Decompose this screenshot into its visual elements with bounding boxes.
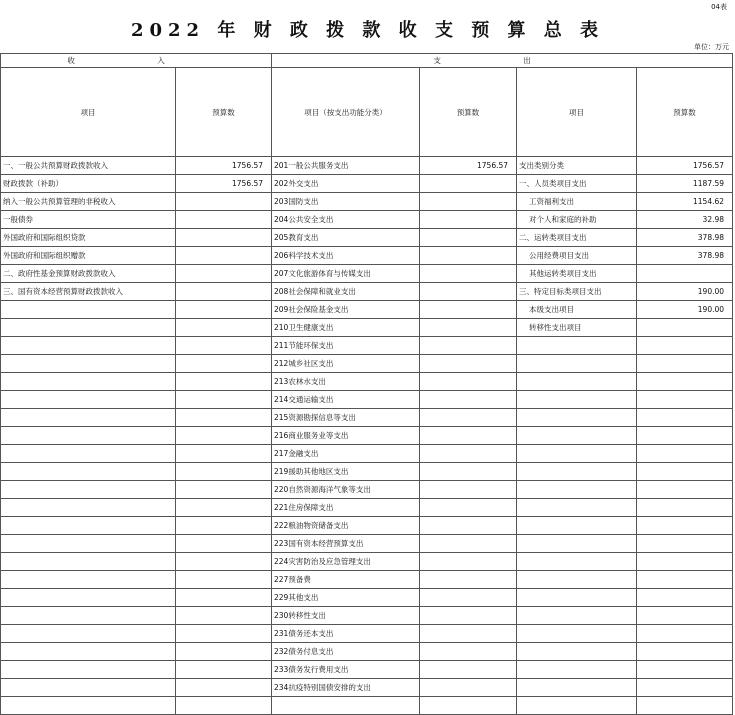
- expense-func-item-cell: 230转移性支出: [272, 607, 420, 625]
- expense-econ-item-cell: [517, 607, 637, 625]
- expense-func-item-cell: 215资源勘探信息等支出: [272, 409, 420, 427]
- table-row: [1, 607, 733, 625]
- expense-econ-amount-cell: [637, 481, 733, 499]
- expense-econ-amount-cell: [637, 409, 733, 427]
- income-amount-cell: [176, 211, 272, 229]
- income-amount-cell: [176, 247, 272, 265]
- income-amount-cell: [176, 445, 272, 463]
- expense-econ-item-cell: [517, 535, 637, 553]
- expense-func-item-cell: 209社会保险基金支出: [272, 301, 420, 319]
- table-row: [1, 409, 733, 427]
- expense-func-item-cell: 223国有资本经营预算支出: [272, 535, 420, 553]
- expense-econ-amount-cell: [637, 427, 733, 445]
- income-amount-cell: [176, 301, 272, 319]
- income-amount-cell: [176, 283, 272, 301]
- expense-func-item-cell: 205教育支出: [272, 229, 420, 247]
- table-row: [1, 427, 733, 445]
- expense-func-item-cell: 210卫生健康支出: [272, 319, 420, 337]
- expense-econ-amount-cell: 1756.57: [637, 157, 733, 175]
- income-amount-cell: [176, 481, 272, 499]
- expense-func-item-cell: 206科学技术支出: [272, 247, 420, 265]
- table-row: [1, 553, 733, 571]
- income-item-cell: [1, 589, 176, 607]
- expense-econ-item-cell: 二、运转类项目支出: [517, 229, 637, 247]
- expense-econ-amount-cell: 1154.62: [637, 193, 733, 211]
- income-amount-cell: [176, 229, 272, 247]
- income-amount-cell: [176, 607, 272, 625]
- income-item-cell: [1, 391, 176, 409]
- expense-econ-budget-header: 预算数: [637, 68, 733, 157]
- expense-func-amount-cell: [420, 427, 517, 445]
- expense-econ-amount-cell: [637, 607, 733, 625]
- expense-func-amount-cell: [420, 625, 517, 643]
- expense-econ-amount-cell: [637, 625, 733, 643]
- expense-econ-amount-cell: 32.98: [637, 211, 733, 229]
- expense-econ-amount-cell: [637, 319, 733, 337]
- income-item-cell: [1, 535, 176, 553]
- expense-func-amount-cell: [420, 175, 517, 193]
- income-item-cell: [1, 445, 176, 463]
- expense-econ-item-cell: [517, 625, 637, 643]
- expense-func-amount-cell: [420, 571, 517, 589]
- expense-func-amount-cell: [420, 535, 517, 553]
- table-row: [1, 337, 733, 355]
- expense-func-item-cell: 219援助其他地区支出: [272, 463, 420, 481]
- expense-func-item-cell: 211节能环保支出: [272, 337, 420, 355]
- expense-func-item-cell: 217金融支出: [272, 445, 420, 463]
- expense-econ-amount-cell: [637, 337, 733, 355]
- expense-econ-item-cell: 一、人员类项目支出: [517, 175, 637, 193]
- expense-econ-item-cell: [517, 571, 637, 589]
- expense-econ-item-cell: [517, 697, 637, 715]
- table-row: [1, 193, 733, 211]
- income-amount-cell: [176, 643, 272, 661]
- expense-econ-amount-cell: 190.00: [637, 301, 733, 319]
- expense-func-amount-cell: [420, 211, 517, 229]
- income-item-cell: [1, 553, 176, 571]
- table-row: [1, 679, 733, 697]
- income-amount-cell: [176, 589, 272, 607]
- expense-func-item-cell: 232债务付息支出: [272, 643, 420, 661]
- table-row: [1, 355, 733, 373]
- income-amount-cell: [176, 265, 272, 283]
- table-row: [1, 229, 733, 247]
- expense-econ-item-cell: 转移性支出项目: [517, 319, 637, 337]
- table-row: [1, 157, 733, 175]
- expense-econ-amount-cell: [637, 697, 733, 715]
- expense-func-item-cell: 227预备费: [272, 571, 420, 589]
- expense-func-amount-cell: 1756.57: [420, 157, 517, 175]
- income-item-cell: [1, 517, 176, 535]
- table-row: [1, 373, 733, 391]
- expense-econ-item-cell: [517, 373, 637, 391]
- table-row: [1, 301, 733, 319]
- expense-econ-item-cell: [517, 445, 637, 463]
- expense-func-amount-cell: [420, 283, 517, 301]
- expense-func-amount-cell: [420, 409, 517, 427]
- expense-func-item-cell: 234抗疫特别国债安排的支出: [272, 679, 420, 697]
- table-row: [1, 391, 733, 409]
- expense-econ-amount-cell: 1187.59: [637, 175, 733, 193]
- income-item-cell: [1, 481, 176, 499]
- expense-func-amount-cell: [420, 193, 517, 211]
- expense-func-item-cell: [272, 697, 420, 715]
- expense-func-amount-cell: [420, 391, 517, 409]
- income-item-cell: 外国政府和国际组织赠款: [1, 247, 176, 265]
- expense-section-header: 支 出: [272, 54, 733, 68]
- expense-econ-amount-cell: [637, 553, 733, 571]
- income-item-cell: [1, 373, 176, 391]
- expense-econ-item-cell: [517, 481, 637, 499]
- income-budget-header: 预算数: [176, 68, 272, 157]
- income-item-cell: 纳入一般公共预算管理的非税收入: [1, 193, 176, 211]
- expense-func-amount-cell: [420, 265, 517, 283]
- expense-func-amount-cell: [420, 463, 517, 481]
- income-item-cell: [1, 319, 176, 337]
- expense-econ-item-cell: [517, 355, 637, 373]
- budget-table: [0, 53, 733, 715]
- income-item-cell: [1, 571, 176, 589]
- income-item-cell: [1, 661, 176, 679]
- expense-econ-item-cell: [517, 499, 637, 517]
- expense-func-item-cell: 214交通运输支出: [272, 391, 420, 409]
- income-item-cell: [1, 409, 176, 427]
- expense-econ-item-cell: 公用经费项目支出: [517, 247, 637, 265]
- expense-func-item-cell: 213农林水支出: [272, 373, 420, 391]
- table-row: [1, 535, 733, 553]
- income-item-cell: 二、政府性基金预算财政拨款收入: [1, 265, 176, 283]
- expense-func-item-cell: 233债务发行费用支出: [272, 661, 420, 679]
- income-amount-cell: [176, 319, 272, 337]
- table-row: [1, 517, 733, 535]
- expense-func-amount-cell: [420, 373, 517, 391]
- income-amount-cell: [176, 409, 272, 427]
- table-row: [1, 661, 733, 679]
- table-row: [1, 589, 733, 607]
- income-item-cell: [1, 499, 176, 517]
- expense-func-amount-cell: [420, 697, 517, 715]
- expense-econ-item-cell: [517, 409, 637, 427]
- table-row: [1, 571, 733, 589]
- expense-econ-amount-cell: [637, 571, 733, 589]
- expense-func-item-cell: 203国防支出: [272, 193, 420, 211]
- expense-econ-amount-cell: 190.00: [637, 283, 733, 301]
- income-item-cell: [1, 337, 176, 355]
- page-title: 2022 年 财 政 拨 款 收 支 预 算 总 表: [130, 20, 605, 41]
- income-amount-cell: [176, 463, 272, 481]
- unit-label: 单位：万元: [694, 43, 729, 51]
- income-item-cell: 外国政府和国际组织贷款: [1, 229, 176, 247]
- expense-func-amount-cell: [420, 481, 517, 499]
- sheet-code: 04表: [711, 3, 727, 11]
- income-item-cell: [1, 427, 176, 445]
- expense-func-amount-cell: [420, 445, 517, 463]
- income-amount-cell: [176, 355, 272, 373]
- income-amount-cell: [176, 625, 272, 643]
- expense-func-item-cell: 231债务还本支出: [272, 625, 420, 643]
- expense-func-item-cell: 208社会保障和就业支出: [272, 283, 420, 301]
- expense-econ-item-cell: 工资福利支出: [517, 193, 637, 211]
- expense-econ-item-cell: [517, 391, 637, 409]
- expense-econ-item-cell: [517, 517, 637, 535]
- table-row: [1, 697, 733, 715]
- table-row: [1, 463, 733, 481]
- expense-econ-item-cell: [517, 643, 637, 661]
- income-amount-cell: [176, 697, 272, 715]
- income-item-cell: [1, 679, 176, 697]
- table-row: [1, 247, 733, 265]
- expense-econ-item-cell: [517, 679, 637, 697]
- income-item-cell: [1, 355, 176, 373]
- income-item-cell: 一、一般公共预算财政拨款收入: [1, 157, 176, 175]
- income-amount-cell: 1756.57: [176, 157, 272, 175]
- income-item-cell: 一般债券: [1, 211, 176, 229]
- income-amount-cell: [176, 553, 272, 571]
- expense-econ-amount-cell: [637, 679, 733, 697]
- expense-func-amount-cell: [420, 499, 517, 517]
- expense-func-item-header: 项目（按支出功能分类）: [272, 68, 420, 157]
- income-amount-cell: [176, 571, 272, 589]
- income-amount-cell: [176, 193, 272, 211]
- expense-func-item-cell: 229其他支出: [272, 589, 420, 607]
- income-amount-cell: [176, 499, 272, 517]
- expense-func-item-cell: 202外交支出: [272, 175, 420, 193]
- income-amount-cell: [176, 373, 272, 391]
- expense-func-amount-cell: [420, 553, 517, 571]
- income-item-cell: 三、国有资本经营预算财政拨款收入: [1, 283, 176, 301]
- expense-func-item-cell: 224灾害防治及应急管理支出: [272, 553, 420, 571]
- expense-func-item-cell: 204公共安全支出: [272, 211, 420, 229]
- expense-econ-item-cell: [517, 337, 637, 355]
- expense-econ-item-cell: [517, 463, 637, 481]
- expense-func-item-cell: 222粮油物资储备支出: [272, 517, 420, 535]
- expense-econ-amount-cell: [637, 355, 733, 373]
- income-item-header: 项目: [1, 68, 176, 157]
- table-row: [1, 211, 733, 229]
- expense-func-amount-cell: [420, 679, 517, 697]
- income-item-cell: [1, 607, 176, 625]
- income-item-cell: [1, 697, 176, 715]
- income-amount-cell: [176, 427, 272, 445]
- expense-econ-item-header: 项目: [517, 68, 637, 157]
- expense-econ-amount-cell: [637, 265, 733, 283]
- income-amount-cell: [176, 337, 272, 355]
- expense-func-amount-cell: [420, 319, 517, 337]
- expense-econ-item-cell: [517, 553, 637, 571]
- expense-func-amount-cell: [420, 337, 517, 355]
- expense-func-amount-cell: [420, 301, 517, 319]
- income-item-cell: [1, 463, 176, 481]
- expense-func-item-cell: 212城乡社区支出: [272, 355, 420, 373]
- expense-func-amount-cell: [420, 607, 517, 625]
- expense-econ-item-cell: 对个人和家庭的补助: [517, 211, 637, 229]
- expense-func-amount-cell: [420, 355, 517, 373]
- income-item-cell: [1, 625, 176, 643]
- expense-econ-amount-cell: [637, 391, 733, 409]
- expense-econ-amount-cell: [637, 373, 733, 391]
- expense-econ-item-cell: [517, 589, 637, 607]
- expense-econ-item-cell: [517, 661, 637, 679]
- expense-func-amount-cell: [420, 517, 517, 535]
- table-row: [1, 643, 733, 661]
- income-section-header: 收 入: [1, 54, 272, 68]
- expense-func-item-cell: 207文化旅游体育与传媒支出: [272, 265, 420, 283]
- expense-econ-amount-cell: [637, 499, 733, 517]
- expense-func-item-cell: 216商业服务业等支出: [272, 427, 420, 445]
- expense-func-item-cell: 220自然资源海洋气象等支出: [272, 481, 420, 499]
- income-amount-cell: [176, 535, 272, 553]
- expense-func-amount-cell: [420, 247, 517, 265]
- expense-func-budget-header: 预算数: [420, 68, 517, 157]
- table-row: [1, 481, 733, 499]
- expense-func-amount-cell: [420, 589, 517, 607]
- income-item-cell: [1, 301, 176, 319]
- income-amount-cell: [176, 679, 272, 697]
- table-row: [1, 319, 733, 337]
- expense-econ-item-cell: 其他运转类项目支出: [517, 265, 637, 283]
- expense-econ-amount-cell: 378.98: [637, 247, 733, 265]
- table-row: [1, 445, 733, 463]
- table-row: [1, 175, 733, 193]
- income-amount-cell: [176, 517, 272, 535]
- expense-econ-amount-cell: [637, 445, 733, 463]
- expense-econ-item-cell: 三、特定目标类项目支出: [517, 283, 637, 301]
- expense-econ-item-cell: 支出类别分类: [517, 157, 637, 175]
- expense-econ-amount-cell: [637, 589, 733, 607]
- expense-func-amount-cell: [420, 661, 517, 679]
- income-item-cell: [1, 643, 176, 661]
- expense-func-amount-cell: [420, 643, 517, 661]
- expense-func-amount-cell: [420, 229, 517, 247]
- expense-econ-amount-cell: [637, 463, 733, 481]
- income-amount-cell: 1756.57: [176, 175, 272, 193]
- table-row: [1, 499, 733, 517]
- expense-func-item-cell: 221住房保障支出: [272, 499, 420, 517]
- expense-econ-amount-cell: [637, 643, 733, 661]
- expense-econ-amount-cell: [637, 517, 733, 535]
- expense-econ-item-cell: 本级支出项目: [517, 301, 637, 319]
- expense-econ-amount-cell: 378.98: [637, 229, 733, 247]
- income-item-cell: 财政拨款（补助）: [1, 175, 176, 193]
- expense-econ-amount-cell: [637, 535, 733, 553]
- table-row: [1, 283, 733, 301]
- expense-econ-amount-cell: [637, 661, 733, 679]
- table-row: [1, 265, 733, 283]
- table-row: [1, 625, 733, 643]
- income-amount-cell: [176, 661, 272, 679]
- expense-func-item-cell: 201一般公共服务支出: [272, 157, 420, 175]
- income-amount-cell: [176, 391, 272, 409]
- expense-econ-item-cell: [517, 427, 637, 445]
